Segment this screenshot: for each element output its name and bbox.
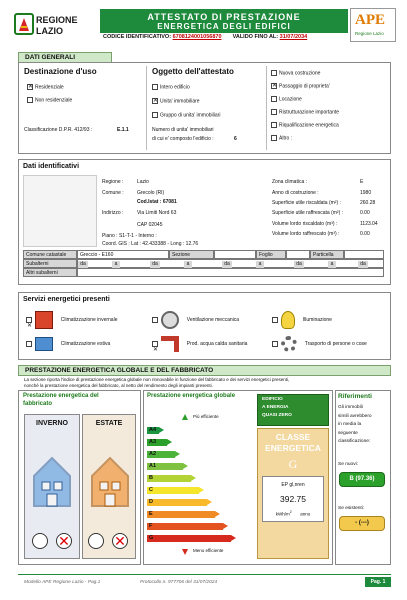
riferimenti-line-1: simili avrebbero	[338, 413, 372, 419]
comune-label: Comune :	[102, 190, 124, 196]
servizio-label-5: Trasporto di persone o cose	[304, 341, 367, 347]
non-residenziale-label: Non residenziale	[35, 97, 73, 104]
meno-efficiente-label: Meno efficiente	[193, 548, 224, 553]
anno-label: Anno di costruzione :	[272, 190, 319, 196]
sup-raff-value: 0.00	[360, 210, 370, 216]
ep-unit-row	[262, 510, 324, 517]
header-code-row	[100, 33, 348, 41]
prestazione-bar: PRESTAZIONE ENERGETICA GLOBALE E DEL FABBRICATO	[18, 365, 391, 376]
unita-immobiliare-checkbox[interactable]	[152, 98, 158, 104]
divider-2	[266, 66, 267, 150]
sub-a-4: a	[328, 261, 336, 268]
vol-raff-label: Volume lordo raffrescato (m³) :	[272, 231, 340, 237]
numero-label-1: Numero di unita' immobiliari	[152, 127, 214, 133]
servizi-title: Servizi energetici presenti	[23, 296, 110, 303]
energy-class-arrow-e	[147, 511, 215, 518]
footer-center: Protocollo n. 977706 del 31/07/2024	[140, 580, 218, 585]
estate-house-icon	[88, 452, 132, 510]
particella-value	[344, 250, 384, 259]
servizio-climatizzazione-estiva	[26, 334, 110, 354]
cap: CAP 02045	[137, 222, 163, 228]
sup-risc-value: 260.28	[360, 200, 376, 206]
energy-class-arrow-a4	[147, 427, 159, 434]
energy-class-arrow-c	[147, 487, 199, 494]
illuminazione-checkbox[interactable]	[272, 317, 278, 323]
footer-line	[18, 574, 391, 575]
vol-risc-label: Volume lordo riscaldato (m³) :	[272, 221, 338, 227]
valid-label: VALIDO FINO AL:	[232, 34, 279, 40]
altri-subalterni-label: Altri subalterni	[23, 268, 77, 277]
energy-class-label: A1	[149, 463, 157, 469]
sup-raff-label: Superficie utile raffrescata (m²) :	[272, 210, 344, 216]
ep-value: 392.75	[280, 494, 306, 504]
sub-da-1: da	[78, 261, 88, 268]
gear-icon	[281, 336, 297, 352]
servizio-climatizzazione-invernale	[26, 310, 117, 330]
numero-value: 6	[234, 136, 237, 142]
anno-value: 1980	[360, 190, 372, 196]
intero-edificio-label: Intero edificio	[160, 84, 190, 91]
ep-unit: kWh/m	[275, 511, 290, 517]
subalterni-row	[77, 259, 384, 268]
sub-da-3: da	[222, 261, 232, 268]
prestazione-intro-2: nonché la prestazione energetica del fabbricato, al netto del rendimento degli impianti presenti.	[24, 383, 213, 388]
air-conditioner-icon	[35, 337, 53, 351]
globale-title: Prestazione energetica globale	[147, 393, 236, 399]
altri-subalterni-value	[77, 268, 384, 277]
unita-immobiliare-label: Unita' immobiliare	[160, 98, 200, 105]
inverno-house-icon	[30, 452, 74, 510]
energy-class-arrow-a1	[147, 463, 183, 470]
ep-exp: 2	[289, 510, 292, 514]
ape-logo-text: APE	[355, 12, 385, 28]
fan-icon	[161, 311, 179, 329]
residenziale-checkbox[interactable]	[27, 84, 33, 90]
code-label: CODICE IDENTIFICATIVO:	[103, 34, 172, 40]
energy-class-label: B	[149, 475, 153, 481]
servizio-ventilazione	[152, 310, 239, 330]
nuovi-badge	[339, 472, 385, 487]
servizio-illuminazione	[272, 310, 332, 330]
oggetto-title: Oggetto dell'attestato	[152, 67, 234, 76]
classificazione-label: Classificazione D.P.R. 412/93 :	[24, 127, 93, 133]
altro-checkbox[interactable]	[271, 135, 277, 141]
energy-class-label: E	[149, 511, 153, 517]
numero-label-2: di cui e' composto l'edificio :	[152, 136, 214, 142]
subalterni-label: Subalterni	[23, 259, 77, 268]
riferimenti-line-4: classificazione:	[338, 439, 371, 444]
sub-da-5: da	[358, 261, 368, 268]
inverno-sad-icon: ✕	[56, 533, 72, 549]
esistenti-badge	[339, 516, 385, 531]
invernale-checkbox[interactable]	[26, 317, 32, 323]
region-logo	[12, 10, 82, 40]
particella-label: Particella	[310, 250, 344, 259]
meno-efficiente-icon	[182, 549, 188, 555]
header-title-1: ATTESTATO DI PRESTAZIONE	[147, 12, 301, 22]
sezione-label: Sezione	[169, 250, 214, 259]
estate-smiley-icon	[88, 533, 104, 549]
riqualificazione-checkbox[interactable]	[271, 122, 277, 128]
destinazione-title: Destinazione d'uso	[24, 67, 97, 76]
sup-risc-label: Superficie utile riscaldata (m²) :	[272, 200, 341, 206]
piu-efficiente-icon	[182, 414, 188, 420]
nzeb-line-1: EDIFICIO	[262, 397, 283, 402]
classe-title-2: ENERGETICA	[265, 443, 321, 453]
estate-label: ESTATE	[95, 420, 123, 427]
dati-identificativi-title: Dati identificativi	[23, 163, 80, 170]
vol-risc-value: 1123.04	[360, 221, 378, 227]
prestazione-intro-1: La sezione riporta l'indice di prestazione energetica globale non rinnovabile in funzione del fabbricato e dei servizi energetici presenti,	[24, 377, 290, 382]
intero-edificio-option[interactable]	[152, 84, 190, 90]
servizio-label-0: Climatizzazione invernale	[60, 317, 118, 323]
ristrutturazione-label: Ristrutturazione importante	[279, 109, 340, 116]
coord-gis: Coord. GIS : Lat : 42.433388 - Long : 12.76	[102, 241, 199, 247]
ape-logo	[350, 8, 396, 42]
energy-class-label: C	[149, 487, 153, 493]
region-name-2: LAZIO	[36, 26, 63, 36]
gruppo-unita-option[interactable]	[152, 112, 220, 118]
footer-left: Modello APE Regione Lazio - Pag.1	[24, 580, 101, 585]
nuovi-label: Se nuovi:	[338, 462, 359, 467]
energy-class-arrow-a2	[147, 451, 175, 458]
foglio-value	[286, 250, 310, 259]
zona-value: E	[360, 179, 364, 185]
gruppo-unita-label: Gruppo di unita' immobiliari	[160, 112, 221, 119]
sub-da-4: da	[294, 261, 304, 268]
region-emblem-icon	[14, 13, 34, 35]
valid-value: 31/07/2034	[279, 34, 308, 40]
altro-option[interactable]	[271, 135, 292, 141]
servizio-label-1: Ventilazione meccanica	[186, 317, 240, 323]
piano: Piano : S1-T-1 - Interno :	[102, 233, 157, 239]
residenziale-label: Residenziale	[35, 84, 64, 91]
sub-a-2: a	[184, 261, 192, 268]
inverno-label: INVERNO	[36, 420, 68, 427]
passaggio-label: Passaggio di proprieta'	[279, 83, 330, 90]
energy-class-label: F	[149, 523, 153, 529]
ep-label: EP gl,nren	[281, 482, 305, 488]
nzeb-line-2: A ENERGIA	[262, 405, 289, 410]
ape-logo-sub: Regione Lazio	[355, 31, 384, 36]
inverno-smiley-icon	[32, 533, 48, 549]
estiva-checkbox[interactable]	[26, 341, 32, 347]
nzeb-line-3: QUASI ZERO	[262, 413, 292, 418]
sub-da-2: da	[150, 261, 160, 268]
classe-value: G	[288, 457, 298, 471]
riferimenti-title: Riferimenti	[338, 393, 372, 400]
nuovi-value: B (97.36)	[349, 476, 375, 482]
vol-raff-value: 0.00	[360, 231, 370, 237]
nuova-costruzione-option[interactable]	[271, 70, 320, 76]
foglio-label: Foglio	[256, 250, 286, 259]
lightbulb-icon	[281, 311, 295, 329]
energy-class-arrow-g	[147, 535, 231, 542]
energy-class-label: D	[149, 499, 153, 505]
footer-page: Pag. 1	[365, 577, 391, 587]
ep-anno: anno	[300, 511, 311, 517]
esistenti-value: - (---)	[355, 520, 369, 526]
riferimenti-line-0: Gli immobili	[338, 405, 363, 410]
zona-label: Zona climatica :	[272, 179, 308, 185]
divider-1	[146, 66, 147, 150]
energy-class-label: A4	[149, 427, 157, 433]
ristrutturazione-checkbox[interactable]	[271, 109, 277, 115]
trasporto-checkbox[interactable]	[272, 341, 278, 347]
locazione-label: Locazione	[279, 96, 302, 103]
comune-catastale-value: Greccio - E160	[77, 250, 169, 259]
regione-value: Lazio	[137, 179, 149, 185]
esistenti-label: Se esistenti:	[338, 506, 365, 511]
piu-efficiente-label: Più efficiente	[193, 414, 219, 419]
sub-a-1: a	[112, 261, 120, 268]
classificazione-value: E.1.1	[117, 127, 129, 133]
energy-class-label: G	[149, 535, 154, 541]
building-photo	[23, 175, 97, 247]
intero-edificio-checkbox[interactable]	[152, 84, 158, 90]
region-name: REGIONE	[36, 15, 78, 25]
riferimenti-text	[338, 404, 372, 447]
energy-class-arrow-b	[147, 475, 191, 482]
non-residenziale-option[interactable]	[27, 97, 72, 103]
nuova-costruzione-label: Nuova costruzione	[279, 70, 321, 77]
gruppo-unita-checkbox[interactable]	[152, 112, 158, 118]
header-title-2: ENERGETICA DEGLI EDIFICI	[157, 22, 291, 31]
locazione-checkbox[interactable]	[271, 96, 277, 102]
non-residenziale-checkbox[interactable]	[27, 97, 33, 103]
energy-class-arrow-d	[147, 499, 207, 506]
fabbricato-title-1: Prestazione energetica del	[23, 393, 99, 399]
servizio-label-3: Climatizzazione estiva	[60, 341, 111, 347]
riqualificazione-option[interactable]	[271, 122, 339, 128]
sezione-value	[214, 250, 256, 259]
acqua-calda-checkbox[interactable]	[152, 341, 158, 347]
indirizzo-value: Via Limiti Nord 63	[137, 210, 177, 216]
energy-class-label: A2	[149, 451, 157, 457]
passaggio-option[interactable]	[271, 83, 330, 89]
regione-label: Regione :	[102, 179, 124, 185]
comune-catastale-label: Comune catastale	[23, 250, 77, 259]
unita-immobiliare-option[interactable]	[152, 98, 200, 104]
riqualificazione-label: Riqualificazione energetica	[279, 122, 339, 129]
classe-title-1: CLASSE	[275, 432, 311, 442]
sub-a-3: a	[256, 261, 264, 268]
tap-icon	[161, 336, 179, 352]
energy-class-arrow-a3	[147, 439, 167, 446]
codistat: Cod.Istat : 67081	[137, 199, 177, 205]
code-value: 6708124001056870	[172, 34, 222, 40]
dati-generali-bar: DATI GENERALI	[18, 52, 112, 63]
residenziale-option[interactable]	[27, 84, 64, 90]
radiator-icon	[35, 311, 53, 329]
passaggio-checkbox[interactable]	[271, 83, 277, 89]
riferimenti-line-3: seguente	[338, 430, 358, 436]
energy-class-label: A3	[149, 439, 157, 445]
riferimenti-line-2: in media la	[338, 422, 362, 427]
servizio-trasporto	[272, 334, 367, 354]
servizio-label-2: Illuminazione	[302, 317, 332, 323]
locazione-option[interactable]	[271, 96, 302, 102]
comune-value: Grecolo (RI)	[137, 190, 165, 196]
fabbricato-title-2: fabbricato	[23, 401, 53, 407]
ventilazione-checkbox[interactable]	[152, 317, 158, 323]
indirizzo-label: Indirizzo :	[102, 210, 124, 216]
nuova-costruzione-checkbox[interactable]	[271, 70, 277, 76]
estate-sad-icon: ✕	[112, 533, 128, 549]
servizio-label-4: Prod. acqua calda sanitaria	[186, 341, 248, 347]
servizio-acqua-calda	[152, 334, 247, 354]
energy-class-arrow-f	[147, 523, 223, 530]
altro-label: Altro :	[279, 135, 293, 142]
ristrutturazione-option[interactable]	[271, 109, 339, 115]
